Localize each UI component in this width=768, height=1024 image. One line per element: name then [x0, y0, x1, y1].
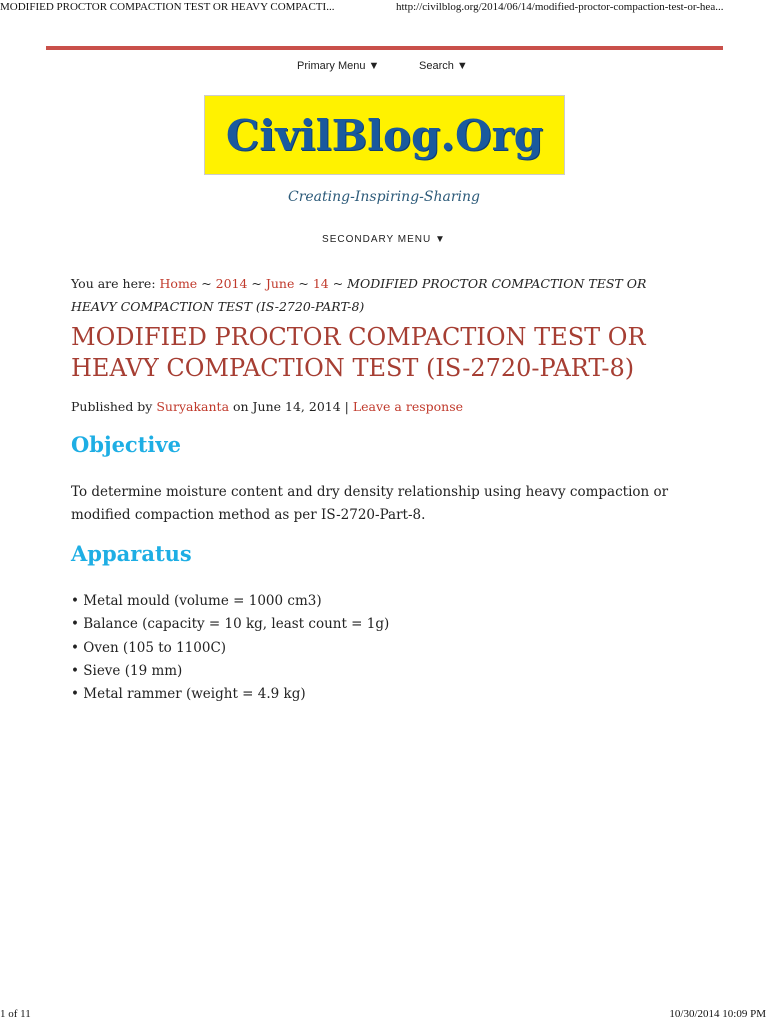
print-page-title: MODIFIED PROCTOR COMPACTION TEST OR HEAVY COMPACTI... [0, 1, 335, 13]
list-item: • Oven (105 to 1100C) [71, 639, 227, 656]
objective-heading: Objective [71, 432, 181, 457]
primary-menu-toggle[interactable]: Primary Menu ▼ [297, 60, 380, 72]
list-item: • Balance (capacity = 10 kg, least count = 1g) [71, 616, 390, 633]
post-byline [71, 399, 711, 414]
breadcrumb-separator: ~ [294, 276, 313, 291]
breadcrumb-home-link[interactable]: Home [159, 276, 198, 291]
print-header [0, 0, 768, 18]
site-logo-text: CivilBlog.Org [225, 110, 544, 160]
secondary-navigation [0, 234, 768, 245]
breadcrumb-separator: ~ [247, 276, 266, 291]
author-link[interactable]: Suryakanta [156, 399, 230, 414]
objective-text: To determine moisture content and dry density relationship using heavy compaction or modified compaction method as per IS-2720-Part-8. [71, 484, 669, 523]
secondary-menu-toggle[interactable]: SECONDARY MENU ▼ [322, 234, 446, 245]
list-item: • Metal mould (volume = 1000 cm3) [71, 593, 322, 609]
primary-navigation [0, 59, 768, 75]
apparatus-list [71, 590, 701, 706]
apparatus-heading: Apparatus [71, 541, 192, 566]
print-footer [0, 1006, 768, 1024]
top-accent-rule [46, 46, 723, 50]
list-item: • Metal rammer (weight = 4.9 kg) [71, 686, 306, 703]
breadcrumb-year-link[interactable]: 2014 [215, 276, 248, 291]
breadcrumb-current: MODIFIED PROCTOR COMPACTION TEST OR HEAVY COMPACTION TEST (IS-2720-PART-8) [71, 276, 647, 314]
site-tagline: Creating-Inspiring-Sharing [287, 189, 480, 205]
breadcrumb-separator: ~ [328, 276, 348, 291]
breadcrumb-day-link[interactable]: 14 [312, 276, 329, 291]
print-datetime: 10/30/2014 10:09 PM [669, 1008, 766, 1020]
breadcrumb [71, 272, 691, 318]
site-logo[interactable] [204, 95, 565, 175]
leave-response-link[interactable]: Leave a response [352, 399, 464, 414]
byline-prefix: Published by [71, 399, 153, 414]
byline-date: on June 14, 2014 | [229, 399, 353, 414]
print-page-url: http://civilblog.org/2014/06/14/modified-proctor-compaction-test-or-hea... [396, 1, 724, 13]
breadcrumb-month-link[interactable]: June [265, 276, 295, 291]
post-title: MODIFIED PROCTOR COMPACTION TEST OR HEAVY COMPACTION TEST (IS-2720-PART-8) [71, 323, 646, 382]
list-item: • Sieve (19 mm) [71, 662, 183, 679]
breadcrumb-separator: ~ [197, 276, 216, 291]
print-page-number: 1 of 11 [0, 1008, 31, 1020]
search-toggle[interactable]: Search ▼ [419, 60, 468, 72]
breadcrumb-prefix: You are here: [71, 276, 160, 291]
